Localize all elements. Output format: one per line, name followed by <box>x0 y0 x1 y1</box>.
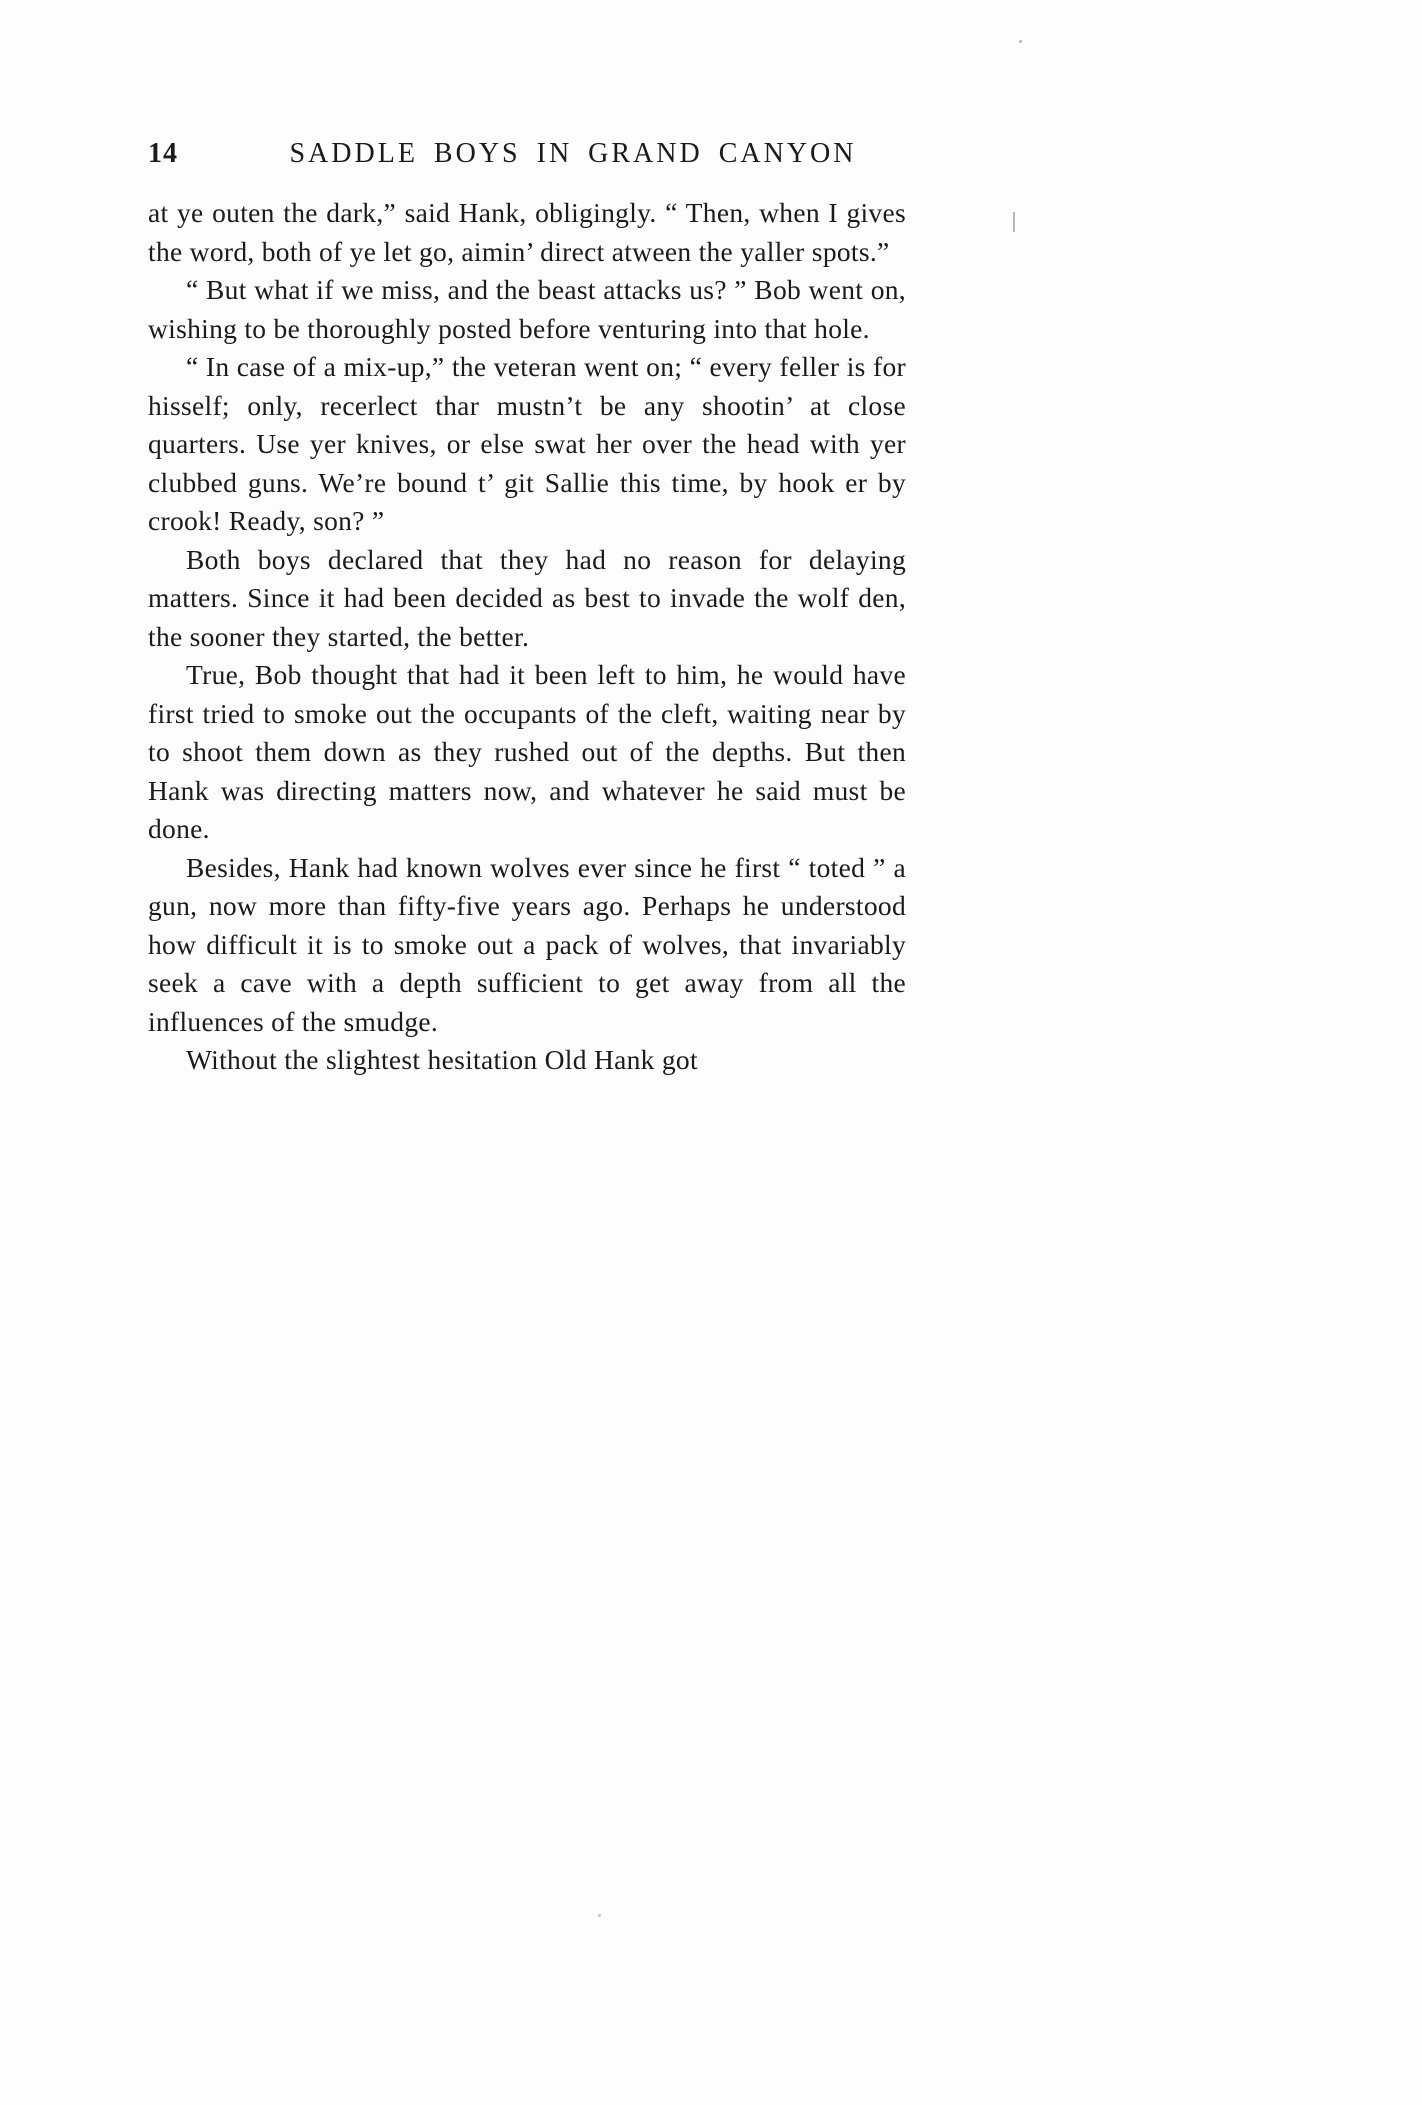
paragraph: “ But what if we miss, and the beast attacks us? ” Bob went on, wishing to be thoroughly posted before venturing into that hole. <box>148 274 906 344</box>
text-column <box>148 138 906 1080</box>
scan-speck <box>598 1914 601 1917</box>
page-text <box>148 194 906 1080</box>
paragraph: at ye outen the dark,” said Hank, obligingly. “ Then, when I gives the word, both of ye let go, aimin’ direct atween the yaller spots.” <box>148 197 906 267</box>
scan-speck <box>1019 40 1022 43</box>
paragraph: Without the slightest hesitation Old Hank got <box>186 1044 698 1075</box>
running-header <box>148 138 906 170</box>
running-title: SADDLE BOYS IN GRAND CANYON <box>289 138 857 169</box>
paragraph: True, Bob thought that had it been left to him, he would have first tried to smoke out the occupants of the cleft, waiting near by to shoot them down as they rushed out of the depths. But then Hank was directing matters now, and whatever he said must be done. <box>148 659 906 844</box>
scan-artifact-mark <box>1013 212 1015 232</box>
paragraph: Both boys declared that they had no reason for delaying matters. Since it had been decided as best to invade the wolf den, the sooner they started, the better. <box>148 543 906 652</box>
paragraph: “ In case of a mix-up,” the veteran went on; “ every feller is for hisself; only, recerlect thar mustn’t be any shootin’ at close quarters. Use yer knives, or else swat her over the head with yer clubbed guns. We’re bound t’ git Sallie this time, by hook er by crook! Ready, son? ” <box>148 351 906 536</box>
paragraph: Besides, Hank had known wolves ever since he first “ toted ” a gun, now more than fifty-five years ago. Perhaps he understood how difficult it is to smoke out a pack of wolves, that invariably seek a cave with a depth sufficient to get away from all the influences of the smudge. <box>148 851 906 1037</box>
page-number: 14 <box>148 138 178 169</box>
